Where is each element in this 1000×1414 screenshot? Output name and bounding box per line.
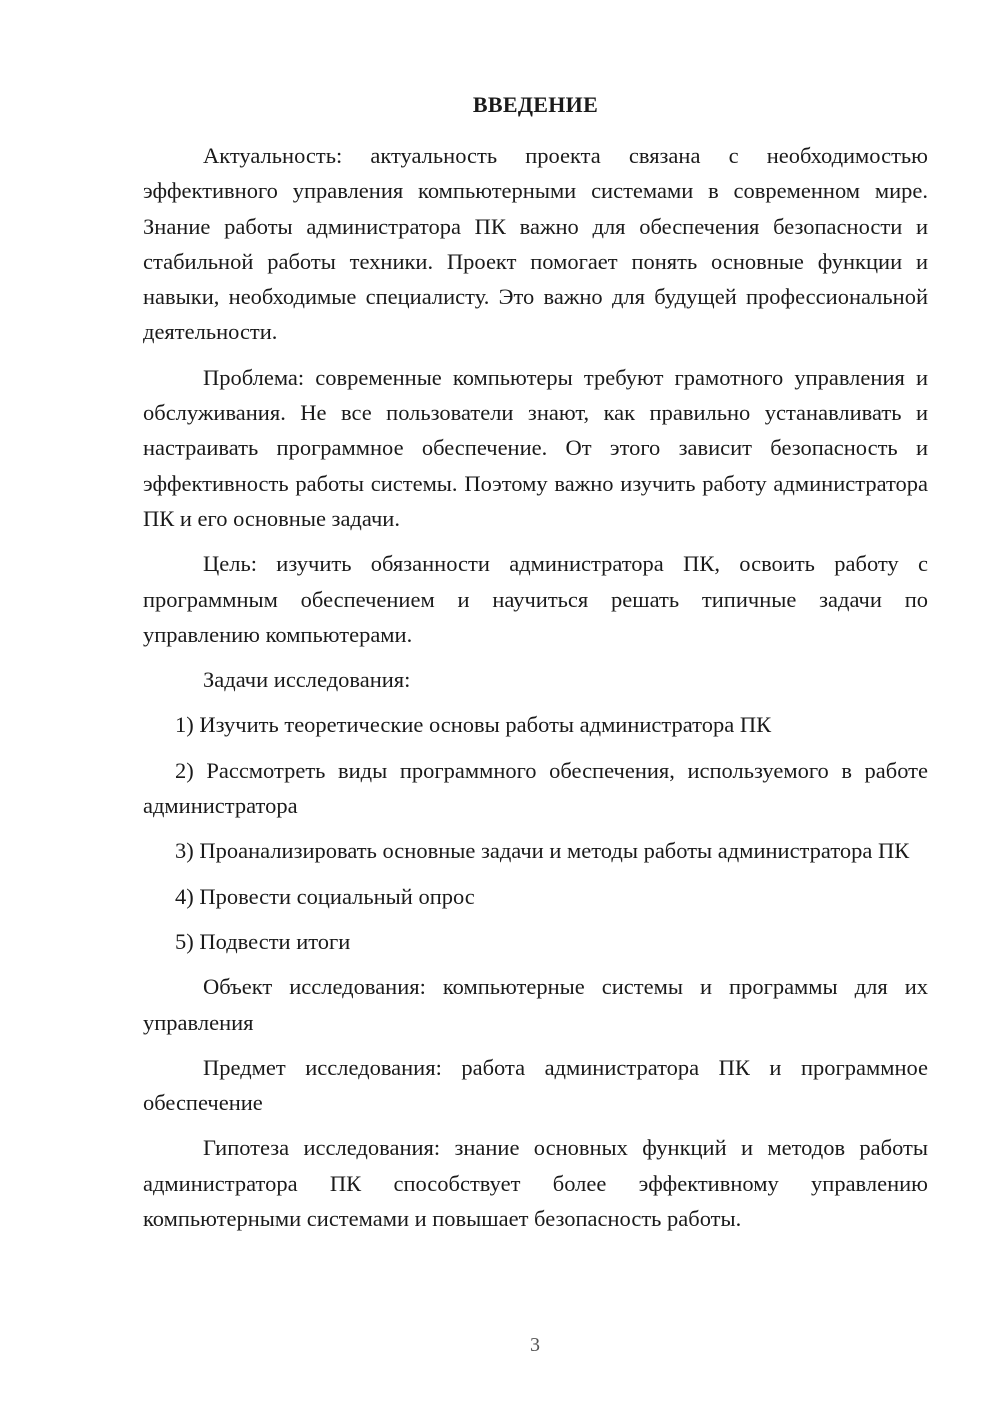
object-paragraph: Объект исследования: компьютерные системы и программы для их управления bbox=[143, 974, 928, 1035]
relevance-paragraph: Актуальность: актуальность проекта связана с необходимостью эффективного управления компьютерными системами в современном мире. Знание работы администратора ПК важно для обеспечения безопасности и стабильной работы техники. Проект помогает понять основные функции и навыки, необходимые специалисту. Это важно для будущей профессиональной деятельности. bbox=[143, 143, 928, 345]
task-item: 3) Проанализировать основные задачи и методы работы администратора ПК bbox=[175, 838, 910, 864]
task-item: 5) Подвести итоги bbox=[175, 928, 351, 954]
hypothesis-paragraph: Гипотеза исследования: знание основных функций и методов работы администратора ПК способствует более эффективному управлению компьютерными системами и повышает безопасность работы. bbox=[143, 1135, 928, 1232]
subject-paragraph: Предмет исследования: работа администратора ПК и программное обеспечение bbox=[143, 1054, 928, 1116]
problem-paragraph: Проблема: современные компьютеры требуют грамотного управления и обслуживания. Не все пользователи знают, как правильно устанавливать и настраивать программное обеспечение. От этого зависит безопасность и эффективность работы системы. Поэтому важно изучить работу администратора ПК и его основные задачи. bbox=[143, 364, 928, 531]
task-item: 1) Изучить теоретические основы работы администратора ПК bbox=[175, 712, 772, 738]
goal-paragraph: Цель: изучить обязанности администратора ПК, освоить работу с программным обеспечением и научиться решать типичные задачи по управлению компьютерами. bbox=[143, 551, 928, 647]
section-heading: ВВЕДЕНИЕ bbox=[472, 92, 599, 117]
task-item: 4) Провести социальный опрос bbox=[175, 883, 475, 909]
document-page bbox=[143, 92, 928, 1246]
tasks-heading: Задачи исследования: bbox=[203, 667, 411, 693]
task-item: 2) Рассмотреть виды программного обеспечения, используемого в работе администратора bbox=[143, 757, 928, 819]
page-number: 3 bbox=[530, 1334, 540, 1356]
